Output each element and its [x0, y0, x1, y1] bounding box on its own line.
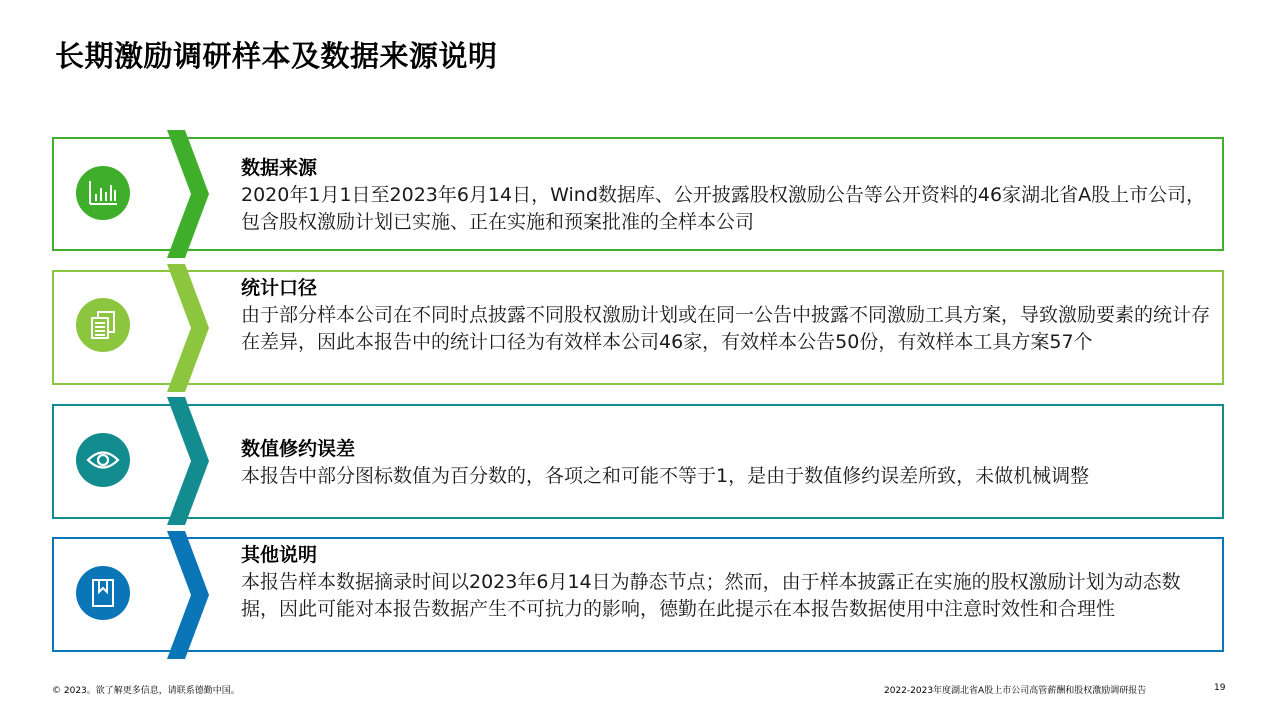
chevron-arrow [163, 130, 213, 258]
section-text [241, 436, 1216, 490]
section-icon-circle [76, 166, 130, 220]
footer-report-title: 2022-2023年度湖北省A股上市公司高管薪酬和股权激励调研报告 [884, 686, 1147, 696]
page-number: 19 [1214, 683, 1226, 693]
section-body: 本报告样本数据摘录时间以2023年6月14日为静态节点；然而，由于样本披露正在实施的股权激励计划为动态数据，因此可能对本报告数据产生不可抗力的影响，德勤在此提示在本报告数据使用中注意时效性和合理性 [241, 571, 1181, 620]
chevron-arrow [163, 397, 213, 525]
section-heading: 数据来源 [241, 157, 318, 179]
section-heading: 其他说明 [241, 544, 318, 566]
page-title: 长期激励调研样本及数据来源说明 [55, 39, 498, 73]
section-body: 本报告中部分图标数值为百分数的，各项之和可能不等于1，是由于数值修约误差所致，未做机械调整 [241, 465, 1090, 487]
section-icon-circle [76, 433, 130, 487]
section-heading: 数值修约误差 [241, 438, 356, 460]
section-text [241, 542, 1216, 623]
section-text [241, 275, 1216, 356]
section-text [241, 155, 1216, 236]
section-icon-circle [76, 566, 130, 620]
section-icon-circle [76, 298, 130, 352]
section-body: 2020年1月1日至2023年6月14日，Wind数据库、公开披露股权激励公告等公开资料的46家湖北省A股上市公司，包含股权激励计划已实施、正在实施和预案批准的全样本公司 [241, 184, 1206, 233]
section-body: 由于部分样本公司在不同时点披露不同股权激励计划或在同一公告中披露不同激励工具方案，导致激励要素的统计存在差异，因此本报告中的统计口径为有效样本公司46家，有效样本公告50份，有效样本工具方案57个 [241, 304, 1211, 353]
eye-icon [86, 449, 120, 471]
bar-chart-icon [88, 180, 118, 206]
documents-icon [90, 310, 116, 340]
chevron-arrow [163, 264, 213, 392]
bookmark-icon [91, 578, 115, 608]
footer-copyright: © 2023。欲了解更多信息，请联系德勤中国。 [52, 686, 240, 696]
chevron-arrow [163, 531, 213, 659]
section-heading: 统计口径 [241, 277, 318, 299]
